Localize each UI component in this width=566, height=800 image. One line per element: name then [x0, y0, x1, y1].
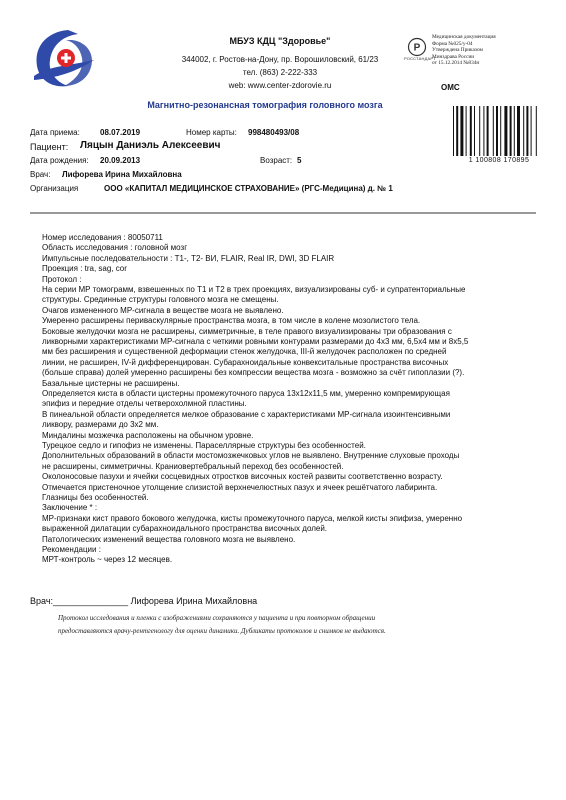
report-line: Боковые желудочки мозга не расширены, симметричные, в теле правого визуализированы три образования с: [42, 326, 452, 336]
report-line: На серии МР томограмм, взвешенных по Т1 и Т2 в трех проекциях, визуализированы суб- и супратенториальные: [42, 285, 466, 294]
disclaimer-line: предоставляются врачу-рентгенологу для оценки динамики. Дубликаты протоколов и снимков не выдаются.: [58, 627, 386, 635]
barcode-number: 1 100808 170895: [468, 157, 530, 164]
clinic-logo: [28, 26, 100, 90]
age: 5: [297, 156, 302, 165]
form-info-line: Форма №025/у-04: [432, 40, 473, 47]
disclaimer: [58, 612, 386, 638]
oms-label: ОМС: [441, 83, 460, 92]
report-line: Рекомендации :: [42, 545, 101, 554]
patient-label: Пациент:: [30, 142, 69, 152]
clinic-address: 344002, г. Ростов-на-Дону, пр. Ворошиловский, 61/23: [181, 55, 379, 64]
certification-mark-label: РОССТАНДАРТ: [404, 56, 436, 61]
form-info-line: Утверждена Приказом: [432, 47, 483, 54]
age-label: Возраст:: [260, 156, 293, 165]
certification-mark-icon: [407, 37, 427, 57]
clinic-name: МБУЗ КДЦ "Здоровье": [229, 36, 331, 46]
form-info-line: Минздрава России: [432, 53, 475, 60]
report-line: Область исследования : головной мозг: [42, 243, 188, 253]
intake-date: 08.07.2019: [100, 128, 141, 137]
patient-name: Ляцын Даниэль Алексеевич: [80, 140, 221, 151]
organization-name: ООО «КАПИТАЛ МЕДИЦИНСКОЕ СТРАХОВАНИЕ» (РГС-Медицина) д. № 1: [104, 184, 393, 193]
barcode: [451, 106, 547, 156]
card-number-label: Номер карты:: [186, 128, 237, 137]
disclaimer-line: Протокол исследования и пленки с изображениями сохраняются у пациента и при повторном обращении: [58, 614, 376, 622]
report-line: Заключение * :: [42, 503, 98, 513]
report-line: Миндалины мозжечка расположены на обычном уровне.: [42, 430, 254, 440]
report-line: линии, не расширен, IV-й дифференцирован. Субарахноидальные конвекситальные пространства височных: [42, 357, 449, 367]
report-line: Околоносовые пазухи и ячейки сосцевидных отростков височных костей развиты соответственно возрасту.: [42, 472, 443, 482]
report-line: Базальные цистерны не расширены.: [42, 378, 180, 388]
clinic-phone: тел. (863) 2-222-333: [242, 68, 318, 77]
report-line: (больше справа) долей умеренно расширены без компрессии вещества мозга - возможно за счёт гипоплазии (?).: [42, 368, 465, 378]
svg-text:P: P: [413, 42, 421, 54]
dob-label: Дата рождения:: [30, 156, 89, 165]
report-line: эпифиз и передние отделы четверохолмной пластины.: [42, 399, 247, 409]
report-line: Проекция : tra, sag, cor: [42, 264, 127, 274]
report-line: Турецкое седло и гипофиз не изменены. Параселлярные структуры без особенностей.: [42, 441, 366, 450]
document-title: Магнитно-резонансная томография головного мозга: [147, 100, 383, 110]
report-line: структуры. Срединные структуры головного мозга не смещены.: [42, 295, 279, 305]
report-line: Определяется киста в области цистерны промежуточного паруса 13х12х11,5 мм, умеренно компремирующая: [42, 389, 450, 398]
report-line: МР-признаки кист правого бокового желудочка, кисты промежуточного паруса, мелкой кисты эпифиза, умеренно: [42, 513, 463, 523]
report-line: выраженной дилатации субарахноидального пространства височных долей.: [42, 524, 328, 534]
card-number: 998480493/08: [248, 128, 300, 137]
dob: 20.09.2013: [100, 156, 141, 165]
report-line: Дополнительных образований в области мостомозжечковых углов не выявлено. Внутренние слуховые проходы: [42, 451, 460, 461]
report-line: Очагов измененного МР-сигнала в веществе мозга не выявлено.: [42, 305, 284, 315]
report-line: мм без расширения и существенной деформации стенок желудочка, III-й желудочек расположен по средней: [42, 347, 447, 357]
report-line: Импульсные последовательности : Т1-, Т2- ВИ, FLAIR, Real IR, DWI, 3D FLAIR: [42, 253, 335, 263]
document-form-info: [432, 34, 496, 67]
clinic-website: web: www.center-zdorovie.ru: [228, 81, 332, 90]
doctor-label: Врач:: [30, 170, 51, 179]
doctor-name: Лифорева Ирина Михайловна: [62, 170, 182, 179]
intake-date-label: Дата приема:: [30, 128, 80, 137]
form-info-line: от 15.12.2014 №834н: [432, 60, 480, 67]
report-line: МРТ-контроль ~ через 12 месяцев.: [42, 555, 173, 565]
report-line: Отмечается пристеночное утолщение слизистой верхнечелюстных пазух и ячеек решётчатого лабиринта.: [42, 482, 438, 492]
report-line: ликвору, размерами до 3х2 мм.: [42, 420, 159, 430]
report-line: Патологических изменений вещества головного мозга не выявлено.: [42, 534, 296, 544]
report-line: ликворными характеристиками МР-сигнала с четкими ровными контурами размерами до 4х3 мм, 6,5х4 мм и 8х5,5: [42, 337, 469, 346]
report-line: Номер исследования : 80050711: [42, 233, 163, 242]
organization-label: Организация: [30, 184, 79, 193]
report-line: Глазницы без особенностей.: [42, 493, 149, 502]
form-info-line: Медицинская документация: [432, 34, 496, 40]
physician-signature: Врач:_______________ Лифорева Ирина Михайловна: [30, 596, 258, 606]
report-line: Протокол :: [42, 274, 82, 284]
report-line: В пинеальной области определяется мелкое образование с характеристиками МР-сигнала изоинтенсивными: [42, 409, 451, 419]
report-line: Умеренно расширены периваскулярные пространства мозга, в том числе в колене мозолистого тела.: [42, 316, 421, 326]
divider: [30, 212, 536, 214]
report-line: не расширены, симметричны. Краниовертебральный переход без особенностей.: [42, 461, 344, 471]
